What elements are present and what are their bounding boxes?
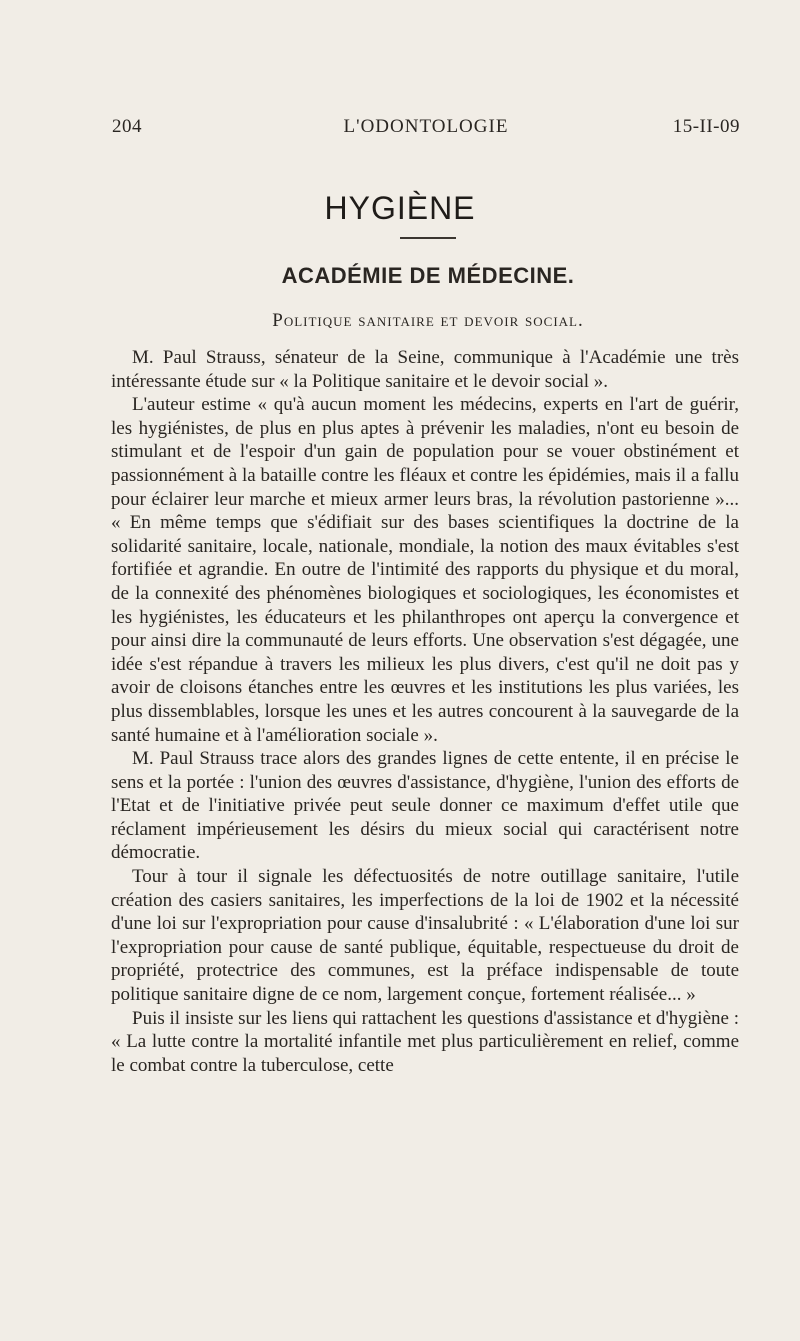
paragraph: M. Paul Strauss, sénateur de la Seine, communique à l'Académie une très intéressante étude sur « la Politique sanitaire et le devoir social ».: [111, 347, 739, 392]
article-subtitle: Politique sanitaire et devoir social.: [272, 310, 584, 331]
title-rule: [400, 237, 456, 239]
page-number: 204: [112, 116, 142, 137]
paragraph: Puis il insiste sur les liens qui rattachent les questions d'assistance et d'hygiène : « La lutte contre la mortalité infantile met plus particulièrement en relief, comme le combat contre la tuberculose, cette: [111, 1007, 739, 1076]
page-title: HYGIÈNE: [324, 190, 476, 226]
running-head: [112, 116, 740, 140]
article-body: [111, 346, 739, 1077]
paragraph: L'auteur estime « qu'à aucun moment les médecins, experts en l'art de guérir, les hygiénistes, de plus en plus aptes à prévenir les maladies, n'ont eu besoin de stimulant et de l'espoir d'un gain de population pour se vouer obstinément et passionnément à la bataille contre les fléaux et contre les épidémies, mais il a fallu pour éclairer leur marche et mieux armer leurs bras, la révolution pastorienne »... « En même temps que s'édifiait sur des bases scientifiques la doctrine de la solidarité sanitaire, locale, nationale, mondiale, la notion des maux évitables s'est fortifiée et agrandie. En outre de l'intimité des rapports du physique et du moral, de la connexité des phénomènes biologiques et sociologiques, les économistes et les hygiénistes, les éducateurs et les philanthropes ont aperçu la convergence et pour ainsi dire la communauté de leurs efforts. Une observation s'est dégagée, une idée s'est répandue à travers les milieux les plus divers, c'est qu'il ne doit pas y avoir de cloisons étanches entre les œuvres et les institutions les plus variées, les plus dissemblables, lorsque les unes et les autres concourent à la sauvegarde de la santé humaine et à l'amélioration sociale ».: [111, 394, 739, 746]
issue-date: 15-II-09: [672, 116, 740, 137]
section-heading: ACADÉMIE DE MÉDECINE.: [281, 263, 575, 288]
paragraph: M. Paul Strauss trace alors des grandes lignes de cette entente, il en précise le sens et la portée : l'union des œuvres d'assistance, d'hygiène, l'union des efforts de l'Etat et de l'initiative privée peut seule donner ce maximum d'effet utile que réclament impérieusement les désirs du mieux social qui caractérisent notre démocratie.: [111, 748, 739, 864]
paragraph: Tour à tour il signale les défectuosités de notre outillage sanitaire, l'utile création des casiers sanitaires, les imperfections de la loi de 1902 et la nécessité d'une loi sur l'expropriation pour cause d'insalubrité : « L'élaboration d'une loi sur l'expropriation pour cause de santé publique, équitable, respectueuse du droit de propriété, protectrice des communes, est la préface indispensable de toute politique sanitaire digne de ce nom, largement conçue, fortement réalisée... »: [111, 866, 739, 1006]
journal-title: L'ODONTOLOGIE: [343, 116, 509, 137]
